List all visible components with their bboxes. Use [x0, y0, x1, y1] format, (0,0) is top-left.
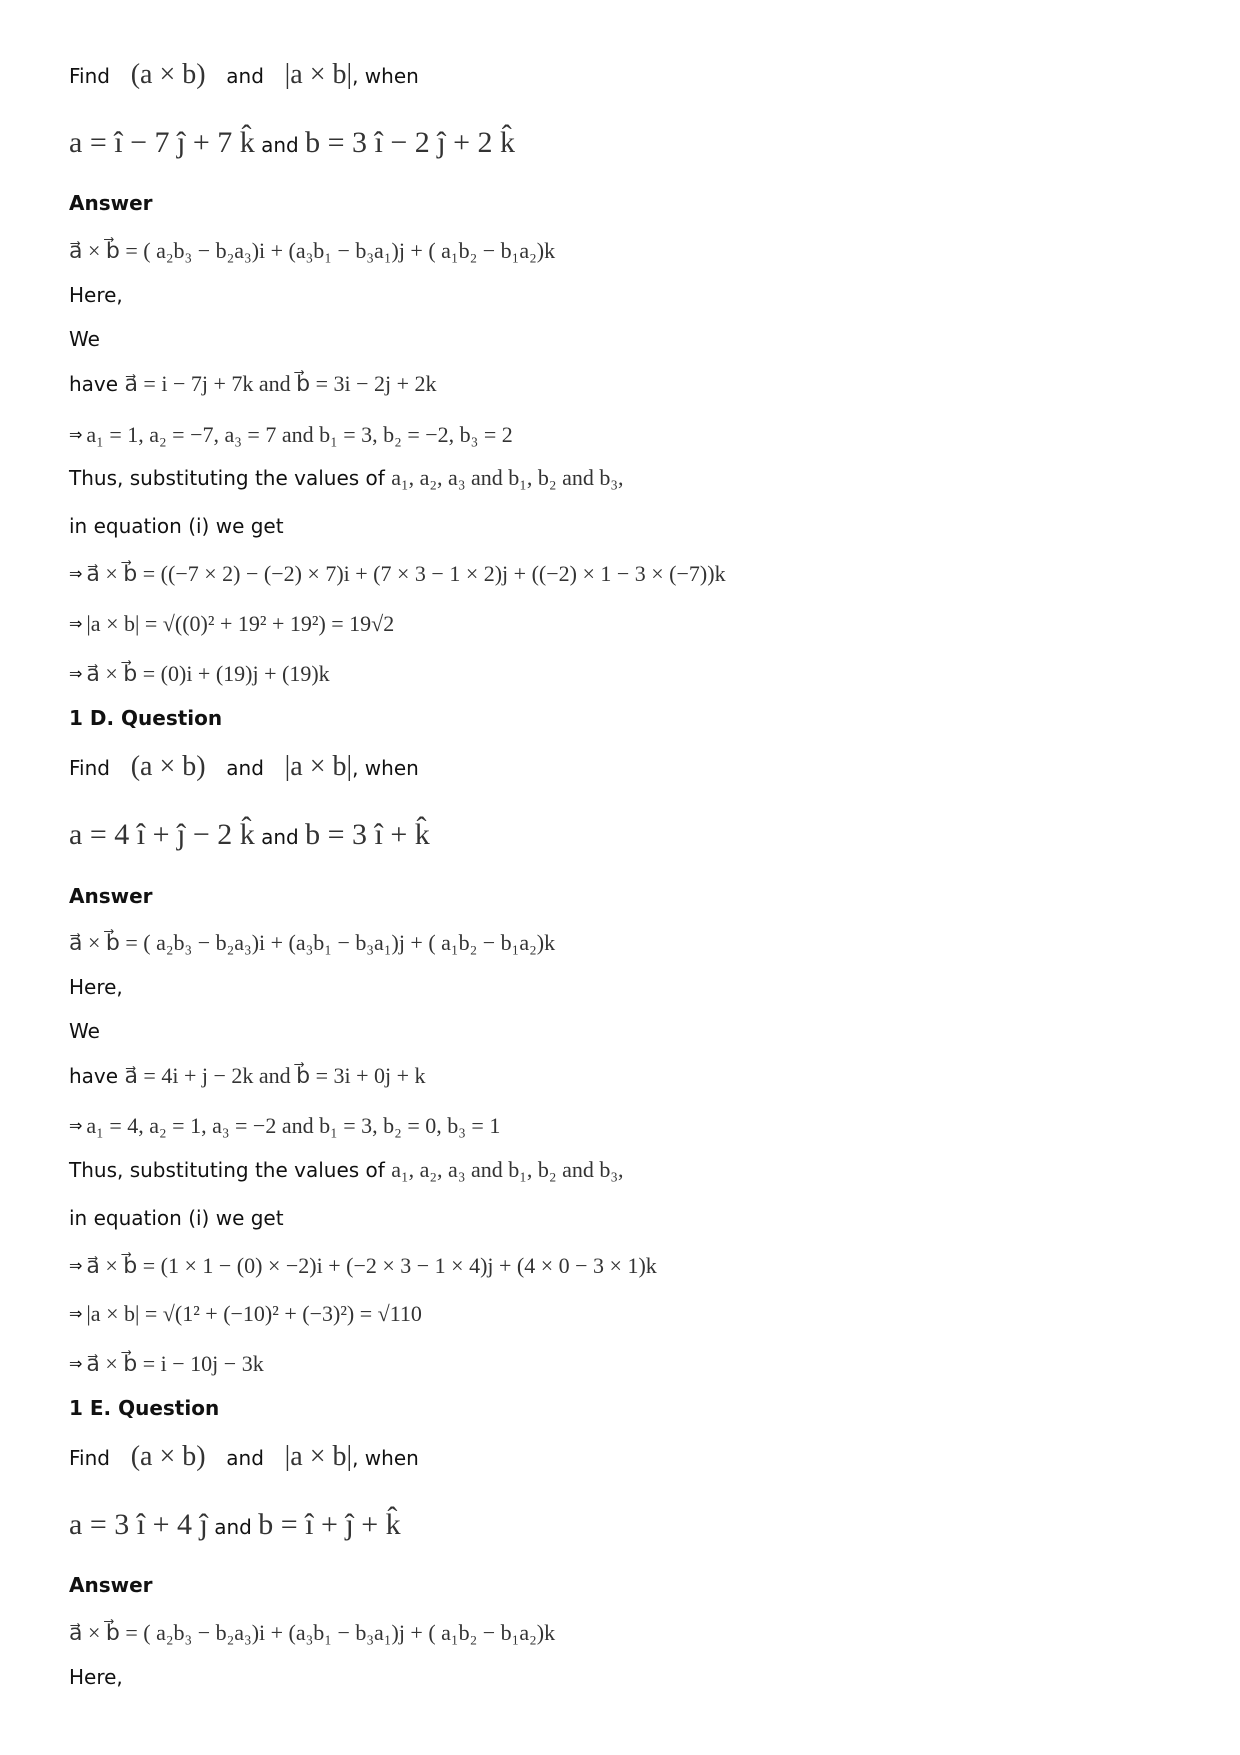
find-expr-cross: (a × b) [130, 751, 206, 782]
implies-arrow: ⇒ [69, 1116, 83, 1135]
find-suffix: , when [352, 756, 419, 780]
in-equation-text: in equation (i) we get [69, 1206, 284, 1230]
step-magnitude-expression: |a × b| = √(1² + (−10)² + (−3)²) = √110 [86, 1301, 422, 1326]
find-expr-magnitude: |a × b| [284, 59, 353, 90]
answer-label: Answer [69, 884, 153, 908]
given-and: and [261, 825, 299, 849]
have-expression: a⃗ = i − 7j + 7k and b⃗ = 3i − 2j + 2k [124, 371, 437, 396]
given-vector-b: b = 3 î − 2 ĵ + 2 k̂ [305, 126, 516, 159]
cross-product-formula: a⃗ × b⃗ = ( a₂b₃ − b₂a₃)i + (a₃b₁ − b₃a₁)j + ( a₁b₂ − b₁a₂)k [69, 238, 556, 263]
components-line [69, 1114, 500, 1138]
have-line [69, 372, 437, 396]
implies-arrow: ⇒ [69, 614, 83, 633]
substitute-text: Thus, substituting the values of [69, 1158, 385, 1182]
find-prefix: Find [69, 756, 110, 780]
cross-product-formula: a⃗ × b⃗ = ( a₂b₃ − b₂a₃)i + (a₃b₁ − b₃a₁)j + ( a₁b₂ − b₁a₂)k [69, 930, 556, 955]
step-magnitude [69, 612, 394, 636]
given-vector-a: a = î − 7 ĵ + 7 k̂ [69, 126, 255, 159]
have-expression: a⃗ = 4i + j − 2k and b⃗ = 3i + 0j + k [124, 1063, 426, 1088]
implies-arrow: ⇒ [69, 564, 83, 583]
find-prefix: Find [69, 64, 110, 88]
find-expr-cross: (a × b) [130, 1441, 206, 1472]
find-suffix: , when [352, 1446, 419, 1470]
step-cross-product-expression: a⃗ × b⃗ = ((−7 × 2) − (−2) × 7)i + (7 × 3 − 1 × 2)j + ((−2) × 1 − 3 × (−7))k [86, 561, 726, 586]
given-vector-b: b = î + ĵ + k̂ [258, 1508, 401, 1541]
substitute-line [69, 1158, 624, 1182]
question-heading-1d: 1 D. Question [69, 706, 223, 730]
find-expr-magnitude: |a × b| [284, 751, 353, 782]
given-line-e [69, 1508, 401, 1541]
substitute-text: Thus, substituting the values of [69, 466, 385, 490]
implies-arrow: ⇒ [69, 425, 83, 444]
question-heading-1e: 1 E. Question [69, 1396, 220, 1420]
here-text: Here, [69, 1665, 123, 1689]
step-result [69, 1352, 264, 1376]
cross-product-formula: a⃗ × b⃗ = ( a₂b₃ − b₂a₃)i + (a₃b₁ − b₃a₁)j + ( a₁b₂ − b₁a₂)k [69, 1620, 556, 1645]
answer-label: Answer [69, 1573, 153, 1597]
step-cross-product-expression: a⃗ × b⃗ = (1 × 1 − (0) × −2)i + (−2 × 3 − 1 × 4)j + (4 × 0 − 3 × 1)k [86, 1253, 657, 1278]
given-vector-a: a = 4 î + ĵ − 2 k̂ [69, 818, 255, 851]
answer-label: Answer [69, 191, 153, 215]
have-label: have [69, 372, 119, 396]
given-line-d [69, 818, 430, 851]
step-magnitude [69, 1302, 422, 1326]
here-text: Here, [69, 283, 123, 307]
given-and: and [214, 1515, 252, 1539]
have-label: have [69, 1064, 119, 1088]
step-result-expression: a⃗ × b⃗ = (0)i + (19)j + (19)k [86, 661, 330, 686]
find-expr-cross: (a × b) [130, 59, 206, 90]
in-equation-text: in equation (i) we get [69, 514, 284, 538]
implies-arrow: ⇒ [69, 664, 83, 683]
step-cross-product [69, 1254, 657, 1278]
implies-arrow: ⇒ [69, 1256, 83, 1275]
substitute-variables: a₁, a₂, a₃ and b₁, b₂ and b₃, [391, 465, 624, 490]
find-line-e [69, 1441, 419, 1472]
find-prefix: Find [69, 1446, 110, 1470]
implies-arrow: ⇒ [69, 1304, 83, 1323]
substitute-line [69, 466, 624, 490]
here-text: Here, [69, 975, 123, 999]
find-line-d [69, 751, 419, 782]
given-and: and [261, 133, 299, 157]
find-line-c [69, 59, 419, 90]
find-and: and [226, 756, 264, 780]
step-result [69, 662, 330, 686]
given-vector-b: b = 3 î + k̂ [305, 818, 430, 851]
step-magnitude-expression: |a × b| = √((0)² + 19² + 19²) = 19√2 [86, 611, 395, 636]
find-and: and [226, 1446, 264, 1470]
have-line [69, 1064, 426, 1088]
find-and: and [226, 64, 264, 88]
components-line [69, 423, 513, 447]
step-cross-product [69, 562, 726, 586]
components-expression: a₁ = 4, a₂ = 1, a₃ = −2 and b₁ = 3, b₂ = 0, b₃ = 1 [86, 1113, 501, 1138]
find-expr-magnitude: |a × b| [284, 1441, 353, 1472]
given-vector-a: a = 3 î + 4 ĵ [69, 1508, 208, 1541]
implies-arrow: ⇒ [69, 1354, 83, 1373]
substitute-variables: a₁, a₂, a₃ and b₁, b₂ and b₃, [391, 1157, 624, 1182]
we-text: We [69, 327, 100, 351]
components-expression: a₁ = 1, a₂ = −7, a₃ = 7 and b₁ = 3, b₂ = −2, b₃ = 2 [86, 422, 513, 447]
find-suffix: , when [352, 64, 419, 88]
step-result-expression: a⃗ × b⃗ = i − 10j − 3k [86, 1351, 264, 1376]
given-line-c [69, 126, 516, 159]
we-text: We [69, 1019, 100, 1043]
